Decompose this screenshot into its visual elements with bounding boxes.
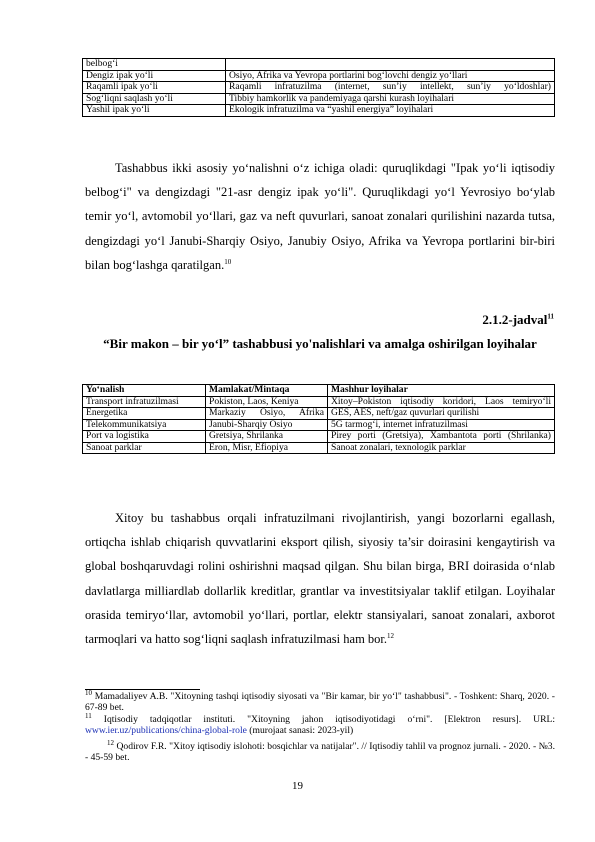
direction-cell: belbog‘i [83,59,226,71]
region-cell: Gretsiya, Shrilanka [206,431,328,443]
table-row [83,419,555,431]
direction-cell: Port va logistika [83,431,206,443]
table-row [83,431,555,443]
table-number: 2.1.2-jadval$^{11}$ [482,312,554,327]
projects-cell: Sanoat zonalari, texnologik parklar [328,442,555,454]
description-cell: Osiyo, Afrika va Yevropa portlarini bog‘lovchi dengiz yo‘llari [226,70,555,82]
direction-cell: Yashil ipak yo‘li [83,105,226,117]
bri-projects-table [82,384,555,454]
column-header: Yo‘nalish [83,385,206,397]
direction-cell: Telekommunikatsiya [83,419,206,431]
direction-cell: Transport infratuzilmasi [83,396,206,408]
description-cell: Ekologik infratuzilma va “yashil energiya” loyihalari [226,105,555,117]
direction-cell: Dengiz ipak yo‘li [83,70,226,82]
column-header: Mashhur loyihalar [328,385,555,397]
table-row [83,396,555,408]
region-cell: Janubi-Sharqiy Osiyo [206,419,328,431]
table-row [83,442,555,454]
paragraph-directions: Tashabbus ikki asosiy yo‘nalishni o‘z ichiga oladi: quruqlikdagi "Ipak yo‘li iqtisodiy belbog‘i" va dengizdagi "21-asr dengiz ipak yo‘li". Quruqlikdagi yo‘l Yevrosiyo bo‘ylab temir yo‘l, avtomobil yo‘llari, gaz va neft quvurlari, sanoat zonalari qurilishini nazarda tutsa, dengizdagi yo‘l Janubi-Sharqiy Osiyo, Janubiy Osiyo, Afrika va Yevropa portlarini bir-biri bilan bog‘lashga qaratilgan.$^{10}$ [85,161,555,272]
table-row [83,70,555,82]
projects-cell: GES, AES, neft/gaz quvurlari qurilishi [328,408,555,420]
region-cell: Eron, Misr, Efiopiya [206,442,328,454]
projects-cell: 5G tarmog‘i, internet infratuzilmasi [328,419,555,431]
footnote-ref-11: 11 [547,312,554,321]
table-row [83,408,555,420]
page-number: 19 [292,780,303,792]
table-row [83,93,555,105]
direction-cell: Energetika [83,408,206,420]
footnote-11: $^{11}$ Iqtisodiy tadqiqotlar instituti. "Xitoyning jahon iqtisodiyotidagi o‘rni". [Elektron resurs]. URL: www.ier.uz/publications/china-global-role (murojaat sanasi: 2023-yil) [85,711,555,736]
description-cell: Tibbiy hamkorlik va pandemiyaga qarshi kurash loyihalari [226,93,555,105]
direction-cell: Raqamli ipak yo‘li [83,82,226,94]
footnote-ref-12: 12 [387,631,395,640]
description-cell: Raqamli infratuzilma (internet, sun’iy intellekt, sun’iy yo‘ldoshlar) [226,82,555,94]
directions-table-continued [82,58,555,117]
direction-cell: Sanoat parklar [83,442,206,454]
direction-cell: Sog‘liqni saqlash yo‘li [83,93,226,105]
description-cell [226,59,555,71]
table-row [83,105,555,117]
projects-cell: Pirey porti (Gretsiya), Xambantota porti (Shrilanka) [328,431,555,443]
table-row [83,59,555,71]
region-cell: Markaziy Osiyo, Afrika [206,408,328,420]
column-header: Mamlakat/Mintaqa [206,385,328,397]
footnote-ref-10: 10 [224,257,232,266]
table-title: “Bir makon – bir yo‘l” tashabbusi yo'nalishlari va amalga oshirilgan loyihalar [103,336,537,351]
footnote-separator [85,689,200,690]
footnote-10: $^{10}$ Mamadaliyev A.B. "Xitoyning tashqi iqtisodiy siyosati va "Bir kamar, bir yo‘l" tashabbusi". - Toshkent: Sharq, 2020. - 67-89 bet. [85,688,555,713]
projects-cell: Xitoy–Pokiston iqtisodiy koridori, Laos temiryo‘li [328,396,555,408]
paragraph-goals: Xitoy bu tashabbus orqali infratuzilmani rivojlantirish, yangi bozorlarni egallash, ortiqcha ishlab chiqarish quvvatlarini eksport qilish, siyosiy ta’sir doirasini kengaytirish va global boshqaruvdagi rolini oshirishni maqsad qilgan. Shu bilan birga, BRI doirasida o‘nlab davlatlarga milliardlab dollarlik kreditlar, grantlar va investitsiyalar taklif etilgan. Loyihalar orasida temiryo‘llar, avtomobil yo‘llari, portlar, elektr stansiyalari, sanoat zonalari, axborot tarmoqlari va hatto sog‘liqni saqlash infratuzilmasi ham bor.$^{12}$ [85,511,555,647]
region-cell: Pokiston, Laos, Keniya [206,396,328,408]
table-row [83,82,555,94]
footnote-12: $^{12}$ Qodirov F.R. "Xitoy iqtisodiy islohoti: bosqichlar va natijalar". // Iqtisodiy tahlil va prognoz jurnali. - 2020. - №3. - 45-59 bet. [85,738,555,763]
source-link[interactable]: www.ier.uz/publications/china-global-role [85,724,247,736]
table-header-row [83,385,555,397]
